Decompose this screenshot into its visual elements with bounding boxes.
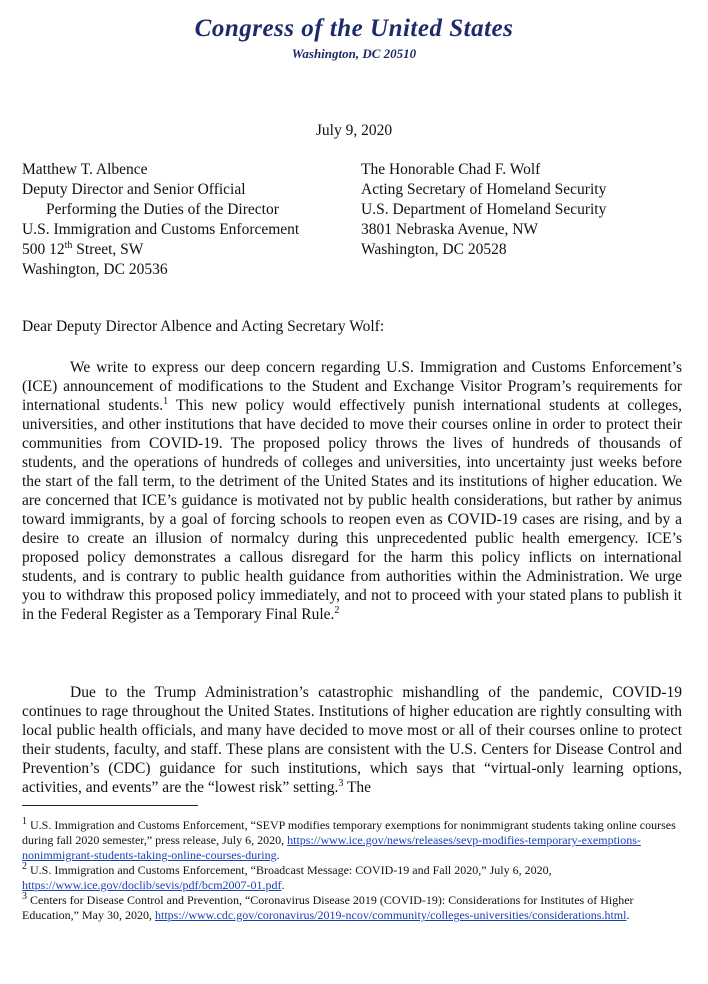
footnote-number: 2 bbox=[22, 861, 27, 872]
footnote-2 bbox=[22, 863, 688, 893]
recipient-title: Deputy Director and Senior Official bbox=[22, 181, 246, 198]
footnote-1 bbox=[22, 818, 688, 863]
footnote-link[interactable]: https://www.ice.gov/doclib/sevis/pdf/bcm2007-01.pdf bbox=[22, 878, 282, 892]
recipient-agency: U.S. Department of Homeland Security bbox=[361, 201, 607, 218]
letterhead-address: Washington, DC 20510 bbox=[291, 46, 417, 61]
footnote-link[interactable]: https://www.cdc.gov/coronavirus/2019-ncov/community/colleges-universities/considerations.html bbox=[154, 908, 627, 922]
footnote-text: U.S. Immigration and Customs Enforcement, “SEVP modifies temporary exemptions for nonimmigrant students taking online courses during fall 2020 semester,” press release, July 6, 2020, bbox=[22, 818, 676, 847]
footnote-text: Centers for Disease Control and Prevention, “Coronavirus Disease 2019 (COVID-19): Considerations for Institutes of Higher Education,” May 30, 2020, bbox=[22, 893, 634, 922]
recipient-name: Matthew T. Albence bbox=[22, 161, 148, 178]
footnote-number: 3 bbox=[22, 891, 27, 902]
street-name: Street, SW bbox=[72, 241, 144, 258]
recipient-title: Acting Secretary of Homeland Security bbox=[361, 181, 607, 198]
paragraph-text: The bbox=[343, 779, 372, 796]
street-number: 500 12 bbox=[22, 241, 65, 258]
paragraph-text: We write to express our deep concern regarding U.S. Immigration and Customs Enforcement’s (ICE) announcement of modifications to the Student and Exchange Visitor Program’s requirements for international students. bbox=[22, 359, 682, 414]
recipient-street: 3801 Nebraska Avenue, NW bbox=[361, 221, 539, 238]
body-paragraph-1 bbox=[22, 358, 682, 624]
recipient-block-left bbox=[22, 160, 352, 280]
footnote-3 bbox=[22, 893, 688, 923]
letterhead-title: Congress of the United States bbox=[194, 15, 514, 42]
recipient-block-right bbox=[361, 160, 691, 260]
street-ordinal: th bbox=[64, 239, 73, 251]
recipient-city: Washington, DC 20536 bbox=[22, 261, 168, 278]
recipient-street bbox=[22, 240, 352, 260]
footnote-divider bbox=[22, 805, 198, 806]
paragraph-text: Due to the Trump Administration’s catastrophic mishandling of the pandemic, COVID-19 continues to rage throughout the United States. Institutions of higher education are rightly consulting with local public health officials, and many have decided to move most or all of their courses online to protect their students, faculty, and staff. These plans are consistent with the U.S. Centers for Disease Control and Prevention’s (CDC) guidance for such institutions, which says that “virtual-only learning options, activities, and events” are the “lowest risk” setting. bbox=[22, 684, 682, 796]
footnote-ref-3: 3 bbox=[338, 777, 344, 789]
body-paragraph-2 bbox=[22, 683, 682, 797]
footnote-number: 1 bbox=[22, 816, 27, 827]
footnote-end: . bbox=[276, 848, 280, 862]
letter-date: July 9, 2020 bbox=[315, 122, 393, 139]
salutation: Dear Deputy Director Albence and Acting Secretary Wolf: bbox=[22, 318, 385, 335]
footnote-end: . bbox=[626, 908, 630, 922]
footnote-end: . bbox=[281, 878, 285, 892]
footnote-link[interactable]: https://www.ice.gov/news/releases/sevp-modifies-temporary-exemptions-nonimmigrant-students-taking-online-courses-during bbox=[22, 833, 641, 862]
footnote-text: U.S. Immigration and Customs Enforcement, “Broadcast Message: COVID-19 and Fall 2020,” July 6, 2020, bbox=[27, 863, 552, 877]
paragraph-text: This new policy would effectively punish international students at colleges, universities, and other institutions that have decided to move their courses online in order to protect their communities from COVID-19. The proposed policy throws the lives of hundreds of thousands of students, and the operations of hundreds of colleges and universities, into uncertainty just weeks before the start of the fall term, to the detriment of the United States and its institutions of higher education. We are concerned that ICE’s guidance is motivated not by public health considerations, but rather by animus toward immigrants, by a goal of forcing schools to reopen even as COVID-19 cases are rising, and by a desire to create an illusion of normalcy during this unprecedented public health emergency. ICE’s proposed policy demonstrates a callous disregard for the harm this policy inflicts on international students, and is contrary to public health guidance from authorities within the Administration. We urge you to withdraw this proposed policy immediately, and not to proceed with your stated plans to publish it in the Federal Register as a Temporary Final Rule. bbox=[22, 397, 683, 623]
recipient-city: Washington, DC 20528 bbox=[361, 241, 507, 258]
footnotes bbox=[22, 818, 688, 923]
footnote-ref-1: 1 bbox=[163, 395, 169, 407]
letterhead bbox=[0, 14, 708, 62]
recipient-title-continued: Performing the Duties of the Director bbox=[46, 201, 279, 218]
recipient-agency: U.S. Immigration and Customs Enforcement bbox=[22, 221, 300, 238]
footnote-ref-2: 2 bbox=[334, 604, 340, 616]
recipient-name: The Honorable Chad F. Wolf bbox=[361, 161, 541, 178]
